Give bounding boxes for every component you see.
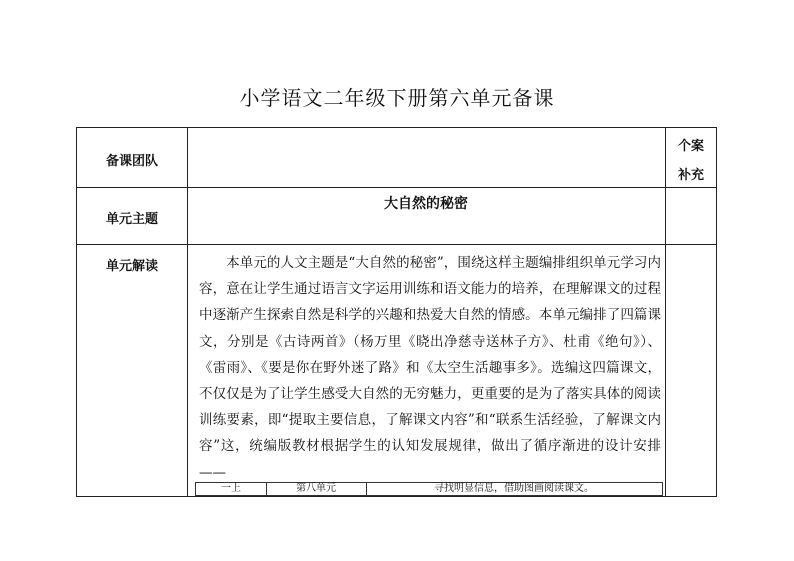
subtable-unit: 第八单元 <box>296 483 336 494</box>
theme-label: 单元主题 <box>105 212 158 227</box>
column-divider <box>187 128 188 496</box>
addon-label-line1: 个案 <box>677 139 704 154</box>
team-label: 备课团队 <box>105 154 158 169</box>
column-divider <box>665 128 666 496</box>
lesson-plan-table <box>76 127 717 497</box>
row-divider <box>77 187 716 188</box>
addon-label-line2: 补充 <box>677 168 704 183</box>
subtable-grade: 一上 <box>221 483 241 494</box>
row-divider <box>77 244 716 245</box>
interpretation-label: 单元解读 <box>105 259 158 274</box>
interpretation-text: 本单元的人文主题是“大自然的秘密”，围绕这样主题编排组织单元学习内容，意在让学生通过语言文字运用训练和语文能力的培养，在理解课文的过程中逐渐产生探索自然是科学的兴趣和热爱大自然的情感。本单元编排了四篇课文，分别是《古诗两首》（杨万里《晓出净慈寺送林子方》、杜甫《绝句》）、《雷雨》、《要是你在野外迷了路》和《太空生活趣事多》。选编这四篇课文，不仅仅是为了让学生感受大自然的无穷魅力，更重要的是为了落实具体的阅读训练要素，即“提取主要信息，了解课文内容”和“联系生活经验，了解课文内容”这，统编版教材根据学生的认知发展规律，做出了循序渐进的设计安排—— <box>199 255 661 481</box>
subtable-focus: 寻找明显信息，借助图画阅读课文。 <box>434 483 594 494</box>
theme-value: 大自然的秘密 <box>384 196 468 212</box>
reading-skill-subtable <box>195 482 663 496</box>
page-title: 小学语文二年级下册第六单元备课 <box>239 86 555 110</box>
